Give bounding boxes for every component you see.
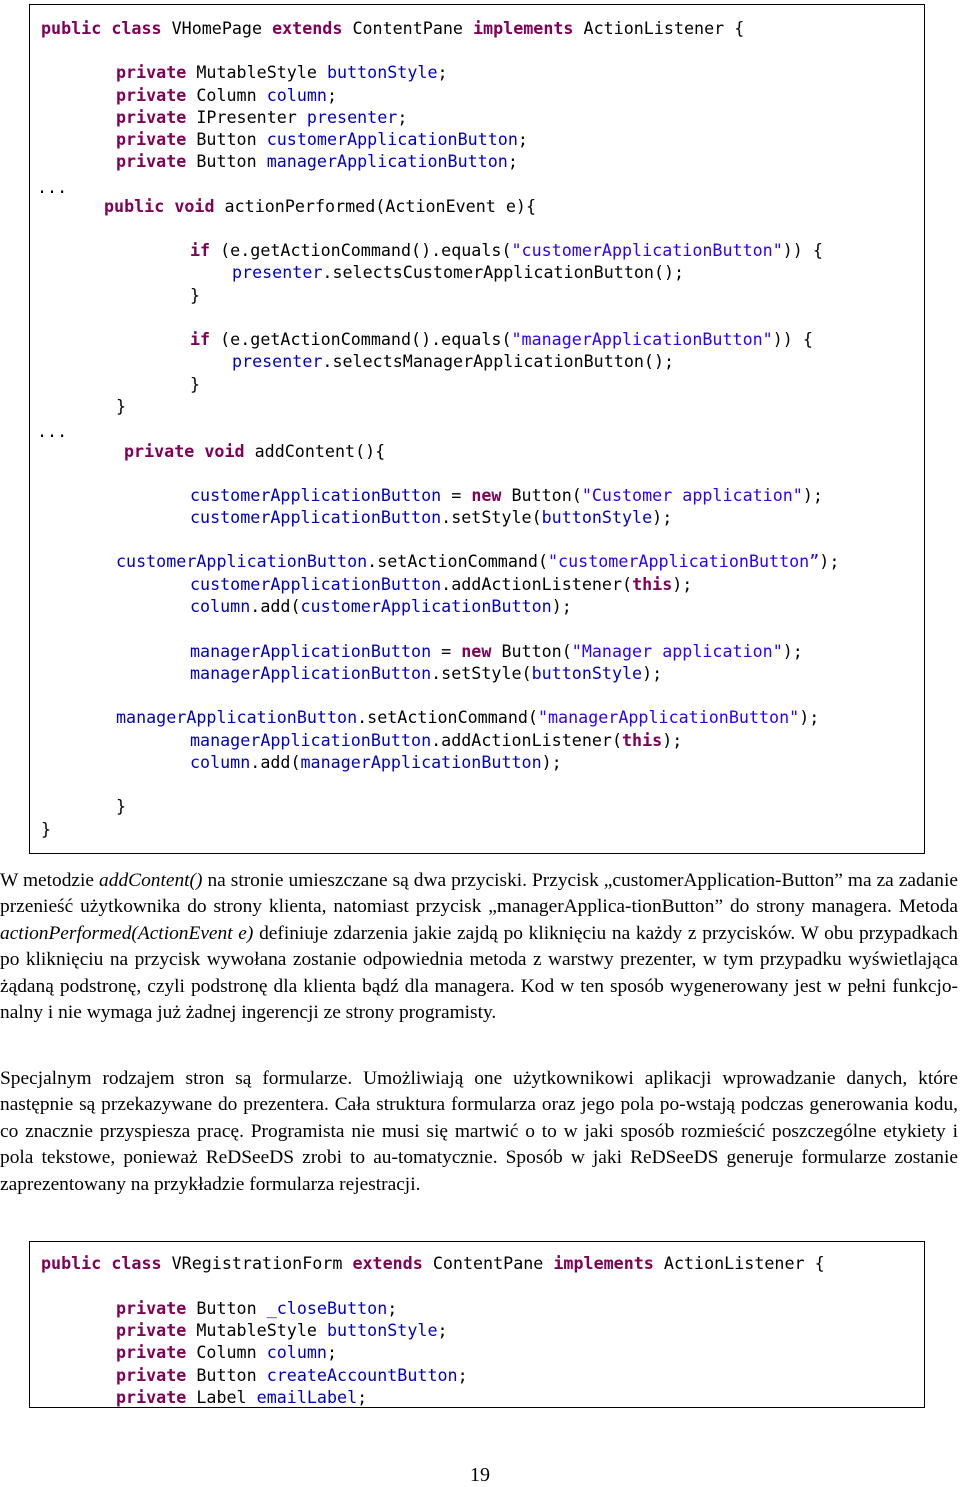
code-line: customerApplicationButton.setStyle(buttonStyle); bbox=[190, 507, 673, 527]
code-line: customerApplicationButton.setActionCommand("customerApplicationButton”); bbox=[116, 551, 840, 571]
code-line: column.add(managerApplicationButton); bbox=[190, 752, 562, 772]
code-line: } bbox=[116, 396, 127, 416]
code-line: customerApplicationButton.addActionListener(this); bbox=[190, 574, 693, 594]
code-line: private Label emailLabel; bbox=[116, 1387, 368, 1407]
paragraph-forms: Specjalnym rodzajem stron są formularze. Umożliwiają one użytkownikowi aplikacji wprowadzanie danych, które następnie są przekazywane do prezentera. Cała struktura formularza oraz jego pola po-wstają podczas generowania kodu, co znacznie przyspiesza pracę. Programista nie musi się martwić o to w jaki sposób rozmieścić poszczególne etykiety i pola tekstowe, ponieważ ReDSeeDS zrobi to au-tomatycznie. Sposób w jaki ReDSeeDS generuje formularze zostanie zaprezentowany na przykładzie formularza rejestracji. bbox=[0, 1068, 958, 1195]
ellipsis: ... bbox=[37, 177, 68, 197]
code-line: managerApplicationButton.setActionCommand("managerApplicationButton"); bbox=[116, 707, 820, 727]
code-line: } bbox=[41, 819, 52, 839]
code-line: private void addContent(){ bbox=[124, 441, 386, 461]
code-line: managerApplicationButton.setStyle(buttonStyle); bbox=[190, 663, 663, 683]
code-line: private Button _closeButton; bbox=[116, 1298, 398, 1318]
code-line: } bbox=[116, 796, 127, 816]
code-line: private Button managerApplicationButton; bbox=[116, 151, 518, 171]
code-line: managerApplicationButton.addActionListener(this); bbox=[190, 730, 683, 750]
code-line: private Button createAccountButton; bbox=[116, 1365, 468, 1385]
code-line: private MutableStyle buttonStyle; bbox=[116, 62, 448, 82]
code-line: managerApplicationButton = new Button("Manager application"); bbox=[190, 641, 803, 661]
code-line: } bbox=[190, 285, 201, 305]
method-name: actionPerformed(ActionEvent e) bbox=[0, 922, 254, 944]
code-line: presenter.selectsManagerApplicationButton(); bbox=[232, 351, 675, 371]
code-line: private Column column; bbox=[116, 1342, 338, 1362]
code-line: customerApplicationButton = new Button("Customer application"); bbox=[190, 485, 823, 505]
code-line: public void actionPerformed(ActionEvent e){ bbox=[104, 196, 537, 216]
code-line: private Column column; bbox=[116, 85, 338, 105]
code-line: private MutableStyle buttonStyle; bbox=[116, 1320, 448, 1340]
method-name: addContent() bbox=[99, 870, 203, 891]
code-line: public class VRegistrationForm extends ContentPane implements ActionListener { bbox=[41, 1253, 825, 1273]
code-line: public class VHomePage extends ContentPane implements ActionListener { bbox=[41, 18, 745, 38]
code-line: presenter.selectsCustomerApplicationButton(); bbox=[232, 262, 685, 282]
code-line: private IPresenter presenter; bbox=[116, 107, 408, 127]
code-line: if (e.getActionCommand().equals("managerApplicationButton")) { bbox=[190, 329, 813, 349]
code-line: private Button customerApplicationButton; bbox=[116, 129, 528, 149]
code-line: column.add(customerApplicationButton); bbox=[190, 596, 572, 616]
ellipsis: ... bbox=[37, 421, 68, 441]
paragraph-addcontent: W metodzie addContent() na stronie umieszczane są dwa przyciski. Przycisk „customerApplication-Button” ma za zadanie przenieść użytkownika do strony klienta, natomiast przycisk „managerApplica-tionButton” do strony managera. Metoda actionPerformed(ActionEvent e) definiuje zdarzenia jakie zajdą po kliknięciu na każdy z przycisków. W obu przypadkach po kliknięciu na przycisk wywołana zostanie odpowiednia metoda z warstwy prezenter, w tym przypadku wyświetlająca żądaną podstronę, czyli podstronę dla klienta bądź dla managera. Kod w ten sposób wygenerowany jest w pełni funkcjo-nalny i nie wymaga już żadnej ingerencji ze strony programisty. bbox=[0, 870, 958, 1024]
code-line: if (e.getActionCommand().equals("customerApplicationButton")) { bbox=[190, 240, 823, 260]
page-number: 19 bbox=[470, 1464, 490, 1486]
code-line: } bbox=[190, 374, 201, 394]
